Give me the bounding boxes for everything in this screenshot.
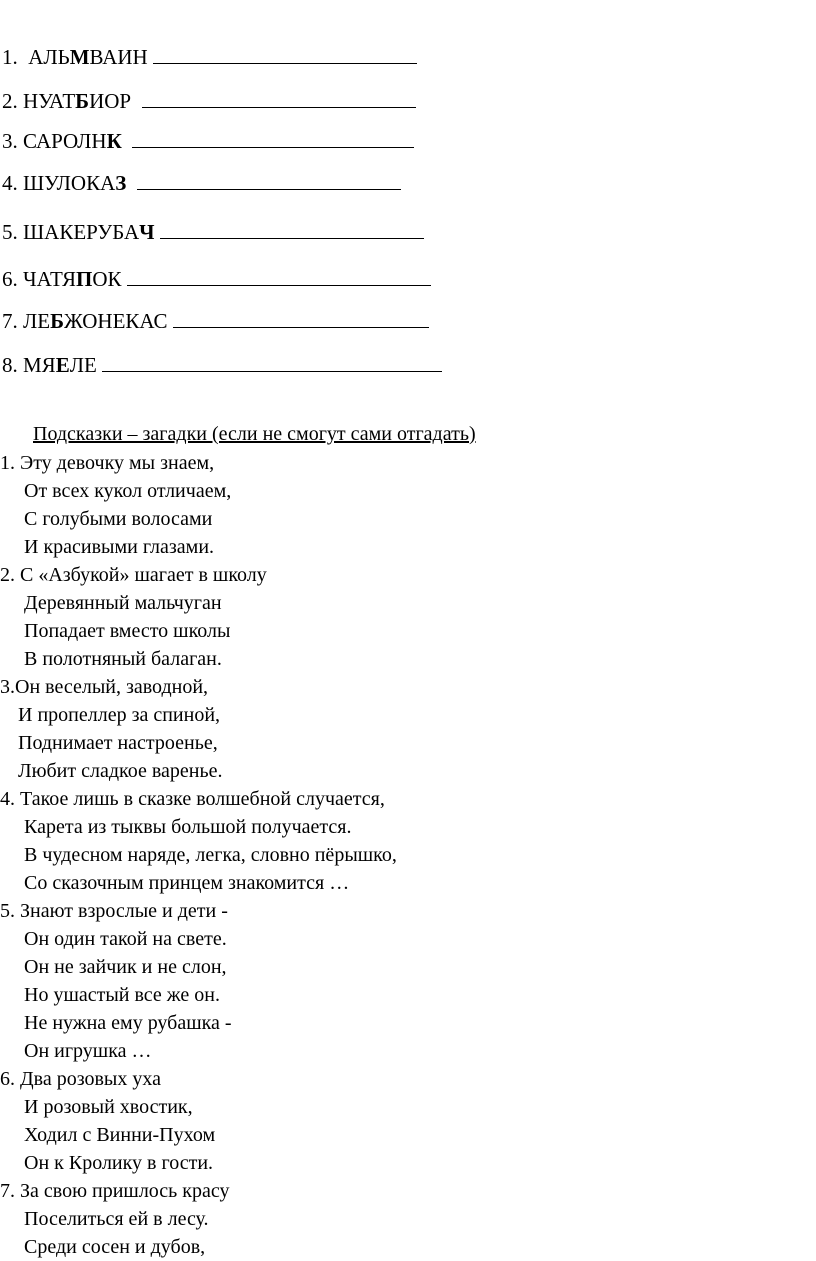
puzzle-line-6 — [2, 265, 431, 291]
riddle-line: Ходил с Винни-Пухом — [24, 1124, 216, 1146]
puzzle-word: САРОЛНК — [23, 129, 122, 153]
puzzle-word: ШАКЕРУБАЧ — [23, 220, 155, 244]
puzzle-number: 8. — [2, 353, 18, 377]
riddle-line: В полотняный балаган. — [24, 648, 222, 670]
puzzle-word: ШУЛОКАЗ — [23, 171, 127, 195]
answer-blank — [153, 43, 417, 64]
puzzle-number: 6. — [2, 267, 18, 291]
riddle-line: Попадает вместо школы — [24, 620, 231, 642]
riddle-line: Он один такой на свете. — [24, 928, 227, 950]
puzzle-line-3 — [2, 127, 414, 153]
puzzle-line-5 — [2, 218, 424, 244]
riddle-line: 7. За свою пришлось красу — [0, 1180, 230, 1202]
puzzle-word: ЛЕБЖОНЕКАС — [23, 309, 168, 333]
answer-blank — [132, 127, 414, 148]
puzzle-number: 4. — [2, 171, 18, 195]
riddle-line: И пропеллер за спиной, — [18, 704, 221, 726]
puzzle-word: АЛЬМВАИН — [28, 45, 148, 69]
riddle-line: 4. Такое лишь в сказке волшебной случается, — [0, 788, 385, 810]
riddles-list — [0, 449, 397, 1261]
riddle-line: Он к Кролику в гости. — [24, 1152, 214, 1174]
puzzle-number: 1. — [2, 45, 18, 69]
riddle-line: И розовый хвостик, — [24, 1096, 193, 1118]
riddle-line: Не нужна ему рубашка - — [24, 1012, 232, 1034]
answer-blank — [127, 265, 431, 286]
riddle-line: Со сказочным принцем знакомится … — [24, 872, 350, 894]
puzzle-line-4 — [2, 169, 401, 195]
riddle-line: В чудесном наряде, легка, словно пёрышко, — [24, 844, 397, 866]
puzzle-word: МЯЕЛЕ — [23, 353, 97, 377]
riddle-line: 2. С «Азбукой» шагает в школу — [0, 564, 267, 586]
answer-blank — [160, 218, 424, 239]
puzzle-line-2 — [2, 87, 416, 113]
riddle-line: От всех кукол отличаем, — [24, 480, 232, 502]
riddle-line: 3.Он веселый, заводной, — [0, 676, 209, 698]
puzzle-number: 7. — [2, 309, 18, 333]
answer-blank — [137, 169, 401, 190]
puzzle-word: НУАТБИОР — [23, 89, 132, 113]
puzzle-number: 2. — [2, 89, 18, 113]
answer-blank — [173, 307, 429, 328]
riddle-line: Среди сосен и дубов, — [24, 1236, 206, 1258]
riddle-line: Деревянный мальчуган — [24, 592, 222, 614]
puzzle-word: ЧАТЯПОК — [23, 267, 122, 291]
riddle-line: Он не зайчик и не слон, — [24, 956, 227, 978]
riddle-line: Любит сладкое варенье. — [18, 760, 223, 782]
puzzle-line-7 — [2, 307, 429, 333]
riddle-line: 1. Эту девочку мы знаем, — [0, 452, 215, 474]
hints-heading: Подсказки – загадки (если не смогут сами отгадать) — [33, 423, 476, 445]
puzzle-line-1 — [2, 43, 417, 69]
puzzle-number: 5. — [2, 220, 18, 244]
riddle-line: 5. Знают взрослые и дети - — [0, 900, 228, 922]
riddle-line: И красивыми глазами. — [24, 536, 215, 558]
riddle-line: Поднимает настроенье, — [18, 732, 218, 754]
puzzle-line-8 — [2, 351, 442, 377]
riddle-line: Карета из тыквы большой получается. — [24, 816, 352, 838]
riddle-line: С голубыми волосами — [24, 508, 213, 530]
riddle-line: 6. Два розовых уха — [0, 1068, 161, 1090]
answer-blank — [142, 87, 416, 108]
riddle-line: Он игрушка … — [24, 1040, 152, 1062]
puzzle-number: 3. — [2, 129, 18, 153]
riddle-line: Поселиться ей в лесу. — [24, 1208, 209, 1230]
riddle-line: Но ушастый все же он. — [24, 984, 220, 1006]
answer-blank — [102, 351, 442, 372]
